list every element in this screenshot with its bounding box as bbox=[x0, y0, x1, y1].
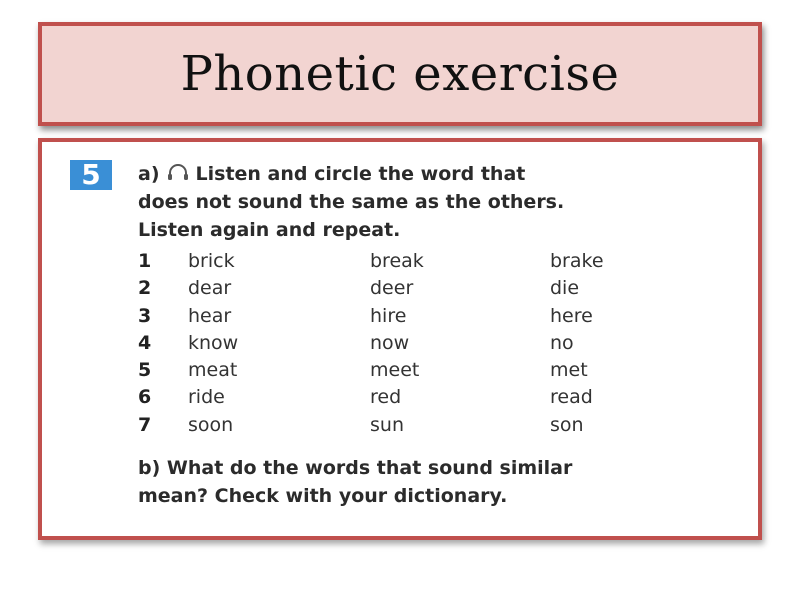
word-option[interactable]: deer bbox=[370, 277, 414, 300]
word-option[interactable]: meat bbox=[188, 359, 238, 382]
headphones-icon[interactable] bbox=[166, 162, 190, 180]
word-option[interactable]: now bbox=[370, 331, 410, 354]
exercise-number-badge: 5 bbox=[70, 160, 112, 190]
part-a-text-1: Listen and circle the word that bbox=[195, 163, 526, 185]
word-option[interactable]: hear bbox=[188, 304, 232, 327]
part-b-instructions bbox=[138, 454, 738, 510]
page-title: Phonetic exercise bbox=[180, 46, 620, 102]
word-option[interactable]: know bbox=[188, 331, 239, 354]
word-option[interactable]: brake bbox=[550, 250, 604, 272]
exercise-panel bbox=[38, 138, 762, 540]
word-option[interactable]: no bbox=[550, 331, 574, 354]
part-a-line-2: does not sound the same as the others. bbox=[138, 191, 565, 213]
word-option[interactable]: hire bbox=[370, 304, 407, 327]
part-b-line-2: mean? Check with your dictionary. bbox=[138, 485, 508, 507]
word-option[interactable]: ride bbox=[188, 386, 225, 409]
part-b-line-1: b) What do the words that sound similar bbox=[138, 457, 573, 479]
word-option[interactable]: die bbox=[550, 277, 580, 300]
row-number: 6 bbox=[138, 386, 152, 409]
title-banner bbox=[38, 22, 762, 126]
word-option[interactable]: sun bbox=[370, 413, 404, 436]
part-a-line-1 bbox=[138, 160, 738, 188]
word-option[interactable]: here bbox=[550, 304, 593, 327]
part-a-instructions bbox=[138, 160, 738, 244]
word-option[interactable]: soon bbox=[188, 413, 234, 436]
word-option[interactable]: break bbox=[370, 250, 424, 272]
word-option[interactable]: read bbox=[550, 386, 593, 409]
part-a-line-3: Listen again and repeat. bbox=[138, 219, 401, 241]
row-number: 3 bbox=[138, 304, 152, 327]
word-option[interactable]: met bbox=[550, 359, 588, 382]
word-option[interactable]: red bbox=[370, 386, 402, 409]
row-number: 7 bbox=[138, 413, 152, 436]
row-number: 2 bbox=[138, 277, 152, 300]
row-number: 4 bbox=[138, 331, 152, 354]
word-option[interactable]: brick bbox=[188, 250, 235, 272]
row-number: 1 bbox=[138, 250, 152, 272]
row-number: 5 bbox=[138, 359, 152, 382]
part-a-label: a) bbox=[138, 163, 160, 185]
word-option[interactable]: meet bbox=[370, 359, 420, 382]
word-option[interactable]: dear bbox=[188, 277, 232, 300]
word-option[interactable]: son bbox=[550, 413, 584, 436]
